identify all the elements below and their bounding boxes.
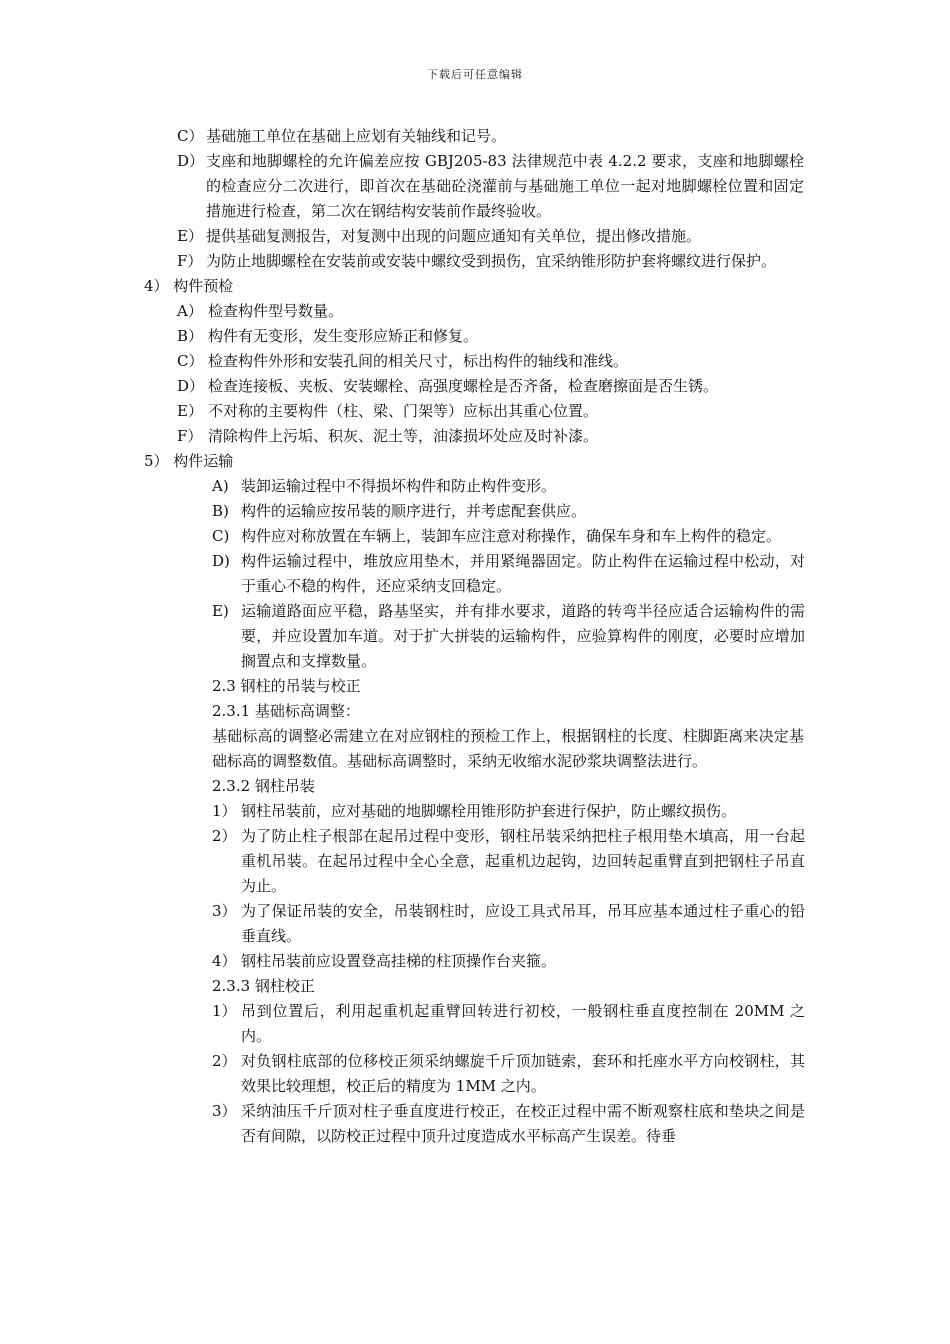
- section-2-3-1-title: 2.3.1 基础标高调整：: [212, 702, 360, 720]
- item-label: E）: [177, 227, 203, 245]
- item-text: 装卸运输过程中不得损坏构件和防止构件变形。: [241, 477, 557, 495]
- item-text: 钢柱吊装前应设置登高挂梯的柱顶操作台夹箍。: [241, 952, 557, 970]
- section-2-3-3-title: 2.3.3 钢柱校正: [212, 977, 315, 995]
- list-item: [0, 999, 950, 1049]
- list-item: [0, 899, 950, 949]
- item-label: 1）: [212, 802, 237, 820]
- item-label: D）: [177, 152, 205, 170]
- list-item: [0, 424, 950, 449]
- list-item: [0, 949, 950, 974]
- item-text: 不对称的主要构件（柱、梁、门架等）应标出其重心位置。: [208, 402, 599, 420]
- item-label: C）: [177, 127, 204, 145]
- item-text: 检查连接板、夹板、安装螺栓、高强度螺栓是否齐备，检查磨擦面是否生锈。: [208, 377, 719, 395]
- list-item: [0, 824, 950, 899]
- item-label: 4）: [212, 952, 237, 970]
- item-text: 对负钢柱底部的位移校正须采纳螺旋千斤顶加链索，套环和托座水平方向校钢柱，其效果比较理想，校正后的精度为 1MM 之内。: [241, 1052, 805, 1095]
- item-label: E): [212, 602, 229, 620]
- item-text: 为了防止柱子根部在起吊过程中变形，钢柱吊装采纳把柱子根用垫木填高，用一台起重机吊装。在起吊过程中全心全意，起重机边起钩，边回转起重臂直到把钢柱子吊直为止。: [241, 827, 805, 895]
- list-item: [0, 1099, 950, 1149]
- item-text: 为了保证吊装的安全，吊装钢柱时，应设工具式吊耳，吊耳应基本通过柱子重心的铅垂直线。: [241, 902, 805, 945]
- list-item: [0, 524, 950, 549]
- item-text: 构件应对称放置在车辆上，装卸车应注意对称操作，确保车身和车上构件的稳定。: [241, 527, 782, 545]
- item-label: C）: [177, 352, 204, 370]
- section-4-title: 4） 构件预检: [144, 277, 234, 295]
- item-label: B）: [177, 327, 204, 345]
- section-5-title: 5） 构件运输: [144, 452, 234, 470]
- item-text: 钢柱吊装前，应对基础的地脚螺栓用锥形防护套进行保护，防止螺纹损伤。: [241, 802, 737, 820]
- item-label: 1）: [212, 1002, 237, 1020]
- item-text: 提供基础复测报告，对复测中出现的问题应通知有关单位，提出修改措施。: [206, 227, 702, 245]
- list-item: [0, 374, 950, 399]
- list-item: [0, 149, 950, 224]
- item-text: 运输道路面应平稳，路基坚实，并有排水要求，道路的转弯半径应适合运输构件的需要，并应设置加车道。对于扩大拼装的运输构件，应验算构件的刚度，必要时应增加搁置点和支撑数量。: [241, 602, 805, 670]
- item-label: A）: [177, 302, 203, 320]
- item-label: 3）: [212, 1102, 237, 1120]
- section-2-3-2-title: 2.3.2 钢柱吊装: [212, 777, 315, 795]
- item-label: 3）: [212, 902, 237, 920]
- list-item: [0, 399, 950, 424]
- item-text: 为防止地脚螺栓在安装前或安装中螺纹受到损伤，宜采纳锥形防护套将螺纹进行保护。: [206, 252, 777, 270]
- section-2-3-1-paragraph: 基础标高的调整必需建立在对应钢柱的预检工作上，根据钢柱的长度、柱脚距离来决定基础标高的调整数值。基础标高调整时，采纳无收缩水泥砂浆块调整法进行。: [212, 727, 804, 770]
- item-label: E）: [177, 402, 203, 420]
- item-text: 清除构件上污垢、积灰、泥土等，油漆损坏处应及时补漆。: [208, 427, 599, 445]
- list-item: [0, 224, 950, 249]
- item-label: D): [212, 552, 230, 570]
- item-label: C): [212, 527, 230, 545]
- item-text: 构件运输过程中，堆放应用垫木，并用紧绳器固定。防止构件在运输过程中松动，对于重心不稳的构件，还应采纳支回稳定。: [241, 552, 805, 595]
- item-label: F）: [177, 252, 203, 270]
- item-label: A): [212, 477, 229, 495]
- item-label: 2）: [212, 827, 237, 845]
- item-text: 采纳油压千斤顶对柱子垂直度进行校正，在校正过程中需不断观察柱底和垫块之间是否有间隙，以防校正过程中顶升过度造成水平标高产生误差。待垂: [241, 1102, 805, 1145]
- item-text: 支座和地脚螺栓的允许偏差应按 GBJ205-83 法律规范中表 4.2.2 要求，支座和地脚螺栓的检查应分二次进行，即首次在基础砼浇灌前与基础施工单位一起对地脚螺栓位置和固定措施进行检查，第二次在钢结构安装前作最终验收。: [206, 152, 804, 220]
- list-item: [0, 599, 950, 674]
- list-item: [0, 549, 950, 599]
- list-item: [0, 499, 950, 524]
- item-label: 2）: [212, 1052, 237, 1070]
- list-item: [0, 349, 950, 374]
- item-text: 构件有无变形，发生变形应矫正和修复。: [208, 327, 479, 345]
- list-item: [0, 124, 950, 149]
- item-label: F）: [177, 427, 203, 445]
- section-2-3-title: 2.3 钢柱的吊装与校正: [212, 677, 361, 695]
- item-label: D）: [177, 377, 205, 395]
- item-text: 检查构件型号数量。: [208, 302, 344, 320]
- list-item: [0, 324, 950, 349]
- list-item: [0, 1049, 950, 1099]
- list-item: [0, 799, 950, 824]
- item-text: 检查构件外形和安装孔间的相关尺寸，标出构件的轴线和准线。: [208, 352, 629, 370]
- list-item: [0, 299, 950, 324]
- list-item: [0, 249, 950, 274]
- list-item: [0, 474, 950, 499]
- item-text: 基础施工单位在基础上应划有关轴线和记号。: [206, 127, 507, 145]
- item-text: 构件的运输应按吊装的顺序进行，并考虑配套供应。: [241, 502, 587, 520]
- document-body: [0, 124, 950, 1149]
- page-header: 下载后可任意编辑: [427, 68, 523, 81]
- item-label: B): [212, 502, 229, 520]
- item-text: 吊到位置后，利用起重机起重臂回转进行初校，一般钢柱垂直度控制在 20MM 之内。: [241, 1002, 805, 1045]
